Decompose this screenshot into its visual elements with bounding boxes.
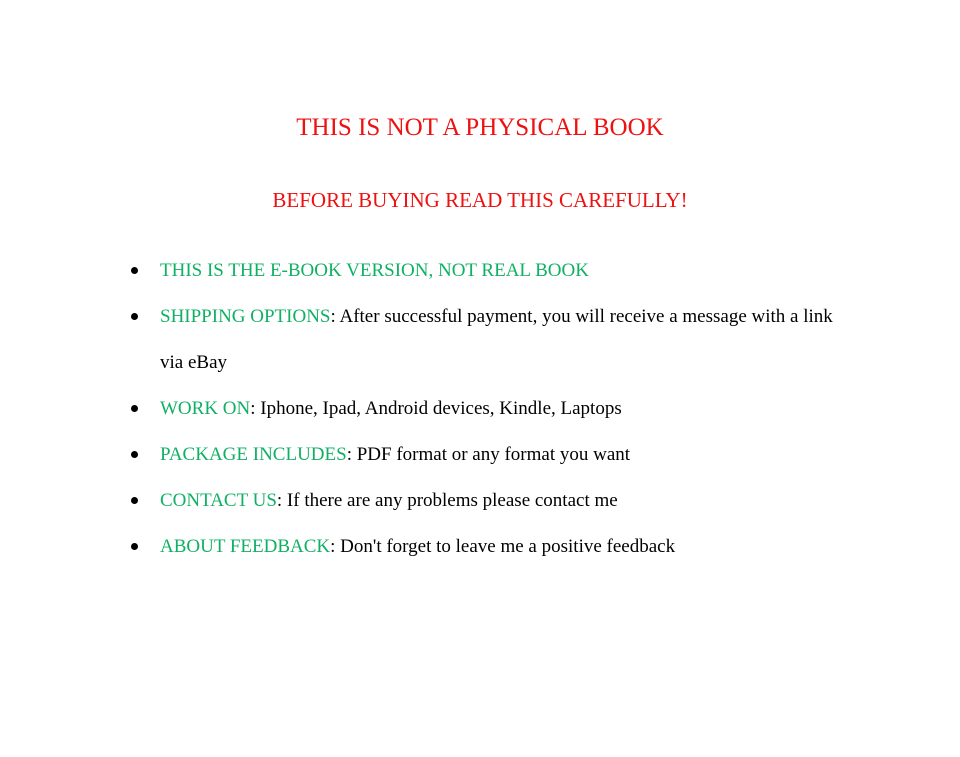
bullet-icon (131, 313, 138, 320)
list-item-ebook-version (160, 248, 840, 294)
item-label: ABOUT FEEDBACK (160, 536, 331, 557)
item-text: : Don't forget to leave me a positive feedback (330, 536, 676, 557)
item-text: : If there are any problems please contact me (276, 490, 618, 511)
bullet-icon (131, 497, 138, 504)
item-text: : After successful payment, you will receive a message with a link via eBay (160, 306, 833, 373)
item-label: THIS IS THE E-BOOK VERSION, NOT REAL BOOK (160, 260, 589, 281)
item-label: SHIPPING OPTIONS (160, 306, 331, 327)
item-text: : Iphone, Ipad, Android devices, Kindle, Laptops (250, 398, 622, 419)
bullet-icon (131, 267, 138, 274)
item-label: WORK ON (160, 398, 251, 419)
item-label: PACKAGE INCLUDES (160, 444, 347, 465)
list-item-contact-us (160, 478, 840, 524)
list-item-package-includes (160, 432, 840, 478)
bullet-icon (131, 451, 138, 458)
item-text: : PDF format or any format you want (346, 444, 631, 465)
list-item-shipping-options (160, 294, 840, 386)
list-item-work-on (160, 386, 840, 432)
page-subtitle: BEFORE BUYING READ THIS CAREFULLY! (272, 188, 688, 212)
info-list (160, 248, 840, 570)
list-item-about-feedback (160, 524, 840, 570)
page-title: THIS IS NOT A PHYSICAL BOOK (296, 114, 664, 141)
bullet-icon (131, 543, 138, 550)
item-label: CONTACT US (160, 490, 277, 511)
bullet-icon (131, 405, 138, 412)
